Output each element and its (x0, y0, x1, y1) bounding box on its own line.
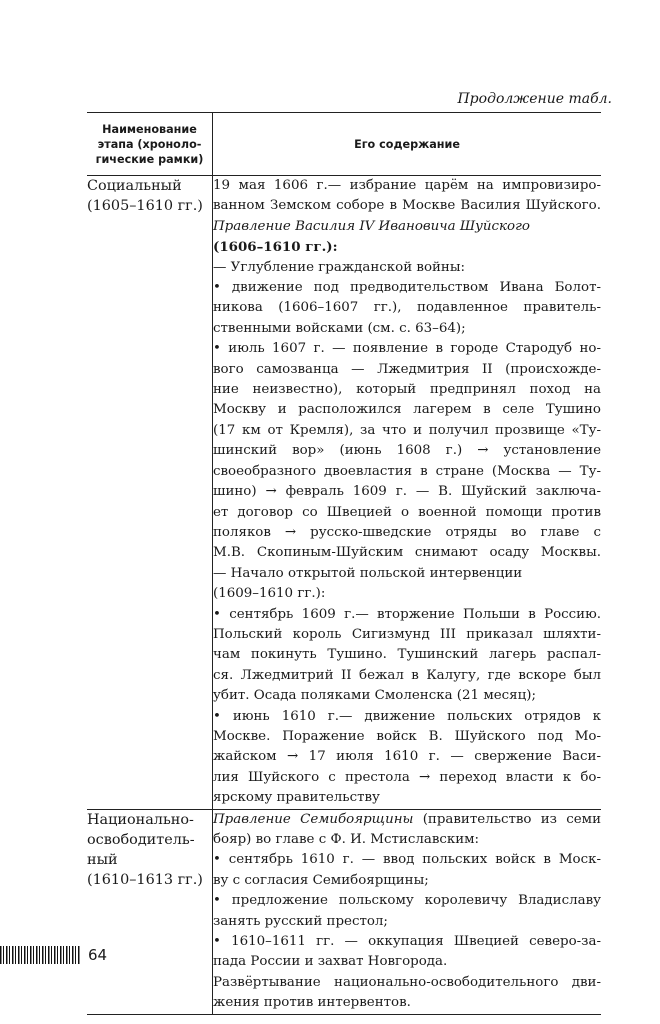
content-line: — Начало открытой польской интервенции (213, 565, 523, 581)
content-line: • 1610–1611 гг. — оккупация Швецией северо-за- (213, 934, 601, 950)
content-rest-part: (правительство из семи (413, 811, 601, 827)
content-line: жайском → 17 июля 1610 г. — свержение Васи- (213, 749, 601, 765)
content-line: жения против интервентов. (213, 995, 411, 1011)
content-line: вого самозванца — Лжедмитрия II (происхожде- (213, 361, 601, 377)
stage-line: ный (87, 851, 118, 868)
page-footer (0, 944, 108, 966)
content-line: Польский король Сигизмунд III приказал шляхти- (213, 626, 601, 642)
content-line: занять русский престол; (213, 913, 388, 929)
content-line: (17 км от Кремля), за что и получил прозвище «Ту- (213, 422, 601, 438)
content-cell (213, 809, 602, 1014)
content-line: ственными войсками (см. с. 63–64); (213, 320, 466, 336)
content-line: шино) → февраль 1609 г. — В. Шуйский заключа- (213, 484, 601, 500)
header-stage-line: этапа (хроноло- (97, 137, 202, 151)
content-cell (213, 176, 602, 810)
content-line: никова (1606–1607 гг.), подавленное правитель- (213, 300, 601, 316)
header-stage (87, 113, 213, 176)
stage-line: (1610–1613 гг.) (87, 871, 203, 888)
content-line: ву с согласия Семибоярщины; (213, 872, 429, 888)
history-table (87, 112, 601, 1015)
content-line: ванном Земском соборе в Москве Василия Шуйского. (213, 198, 601, 214)
table-row (87, 809, 601, 1014)
content-line: поляков → русско-шведские отряды во главе с (213, 524, 601, 540)
content-line: • сентябрь 1610 г. — ввод польских войск в Моск- (213, 852, 601, 868)
content-line: • предложение польскому королевичу Владиславу (213, 893, 601, 909)
content-line (213, 810, 601, 830)
header-stage-line: гические рамки) (95, 152, 204, 166)
stage-cell (87, 176, 213, 810)
content-line: (1609–1610 гг.): (213, 586, 326, 602)
content-line: Правление Василия IV Ивановича Шуйского (213, 218, 530, 234)
content-line: убит. Осада поляками Смоленска (21 месяц); (213, 688, 536, 704)
content-line: ет договор со Швецией о военной помощи против (213, 504, 601, 520)
table-continuation-label: Продолжение табл. (457, 91, 612, 107)
content-line: — Углубление гражданской войны: (213, 259, 466, 275)
table-header-row (87, 113, 601, 176)
content-line: Развёртывание национально-освободительного дви- (213, 974, 601, 990)
barcode-decoration (0, 946, 81, 964)
content-line: • июнь 1610 г.— движение польских отрядов к (213, 708, 601, 724)
content-line: • июль 1607 г. — появление в городе Стародуб но- (213, 341, 601, 357)
content-line: Москве. Поражение войск В. Шуйского под Мо- (213, 728, 601, 744)
content-line: ние неизвестно), который предпринял поход на (213, 382, 601, 398)
content-line: 19 мая 1606 г.— избрание царём на импровизиро- (213, 178, 601, 193)
content-line: Москву и расположился лагерем в селе Тушино (213, 402, 601, 418)
content-line: • движение под предводительством Ивана Болот- (213, 280, 601, 296)
content-line: лия Шуйского с престола → переход власти к бо- (213, 769, 601, 785)
content-line: М.В. Скопиным-Шуйским снимают осаду Москвы. (213, 545, 601, 561)
content-line: ся. Лжедмитрий II бежал в Калугу, где вскоре был (213, 667, 601, 683)
stage-cell (87, 809, 213, 1014)
header-content: Его содержание (213, 113, 602, 176)
stage-line: (1605–1610 гг.) (87, 198, 203, 214)
table-row (87, 176, 601, 810)
content-line: • сентябрь 1609 г.— вторжение Польши в Россию. (213, 606, 601, 622)
content-line: своеобразного двоевластия в стране (Москва — Ту- (213, 463, 601, 479)
stage-line: Национально- (87, 811, 194, 828)
content-line: ярскому правительству (213, 790, 380, 806)
content-line: пада России и захват Новгорода. (213, 954, 448, 970)
page-number: 64 (88, 946, 108, 964)
content-line: чам покинуть Тушино. Тушинский лагерь распал- (213, 647, 601, 663)
stage-line: Социальный (87, 178, 182, 194)
stage-line: освободитель- (87, 831, 195, 848)
content-italic-part: Правление Семибоярщины (213, 811, 414, 827)
content-line: шинский вор» (июнь 1608 г.) → установление (213, 443, 601, 459)
header-stage-line: Наименование (102, 122, 197, 136)
content-line: бояр) во главе с Ф. И. Мстиславским: (213, 832, 480, 847)
content-line: (1606–1610 гг.): (213, 239, 338, 256)
